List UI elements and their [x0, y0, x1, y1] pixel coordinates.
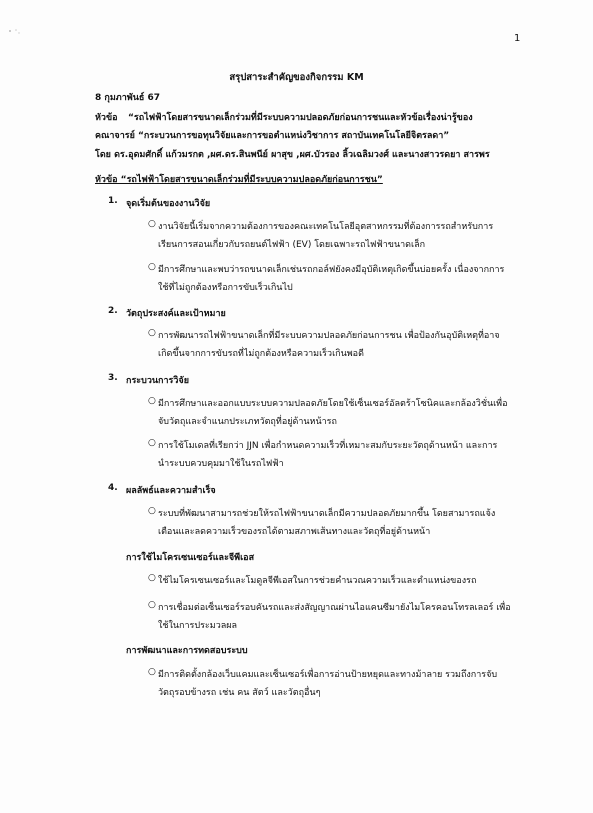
- bullet-circle-icon: ○: [148, 667, 156, 677]
- section-3-heading: กระบวนการวิจัย: [126, 376, 189, 386]
- bullet-line: ใช้ที่ไม่ถูกต้องหรือการขับเร็วเกินไป: [158, 283, 293, 293]
- bullet-line: ใช้ไมโครเซนเซอร์และโมดูลจีพีเอสในการช่วยคำนวณความเร็วและตำแหน่งของรถ: [158, 576, 477, 586]
- bullet-line: นำระบบควบคุมมาใช้ในรถไฟฟ้า: [158, 459, 284, 469]
- bullet-circle-icon: ○: [148, 219, 156, 229]
- bullet-line: เตือนและลดความเร็วของรถได้ตามสภาพเส้นทางและวัตถุที่อยู่ด้านหน้า: [158, 527, 431, 537]
- bullet-line: การเชื่อมต่อเซ็นเซอร์รอบคันรถและส่งสัญญาณผ่านไอแคนซีมายังไมโครคอนโทรลเลอร์ เพื่อ: [158, 603, 511, 613]
- topic-label: หัวข้อ: [95, 113, 118, 123]
- bullet-circle-icon: ○: [148, 262, 156, 272]
- subtopic-heading: หัวข้อ “รถไฟฟ้าโดยสารขนาดเล็กร่วมที่มีระบบความปลอดภัยก่อนการชน”: [95, 175, 383, 185]
- topic-line-2: คณาจารย์ “กระบวนการขอทุนวิจัยและการขอตำแหน่งวิชาการ สถาบันเทคโนโลยีจิตรลดา”: [95, 131, 450, 141]
- section-1-number: 1.: [108, 196, 118, 206]
- subsection-1-bullet-2: [148, 600, 511, 632]
- scan-speck-mark: [8, 28, 22, 36]
- bullet-line: มีการศึกษาและออกแบบระบบความปลอดภัยโดยใช้เซ็นเซอร์อัลตร้าโซนิคและกล้องวิชั่นเพื่อ: [158, 399, 508, 409]
- section-4-bullet-1: [148, 506, 496, 538]
- bullet-line: ใช้ในการประมวลผล: [158, 621, 238, 631]
- section-2-heading: วัตถุประสงค์และเป้าหมาย: [126, 309, 226, 319]
- subsection-2-bullet-1: [148, 667, 498, 699]
- bullet-line: การพัฒนารถไฟฟ้าขนาดเล็กที่มีระบบความปลอดภัยก่อนการชน เพื่อป้องกันอุบัติเหตุที่อาจ: [158, 331, 500, 341]
- section-3-bullet-2: [148, 438, 498, 470]
- authors-line: โดย ดร.อุดมศักดิ์ แก้วมรกต ,ผศ.ดร.สินพนีย์ ผาสุข ,ผศ.บัวรอง ลิ้วเฉลิมวงศ์ และนางสาวรดยา สารพร: [95, 150, 490, 160]
- bullet-circle-icon: ○: [148, 600, 156, 610]
- document-date: 8 กุมภาพันธ์ 67: [95, 93, 160, 103]
- document-title: สรุปสาระสำคัญของกิจกรรม KM: [229, 72, 364, 83]
- topic-line-1: “รถไฟฟ้าโดยสารขนาดเล็กร่วมที่มีระบบความปลอดภัยก่อนการชนและหัวข้อเรื่องน่ารู้ของ: [128, 113, 473, 123]
- subsection-2-heading: การพัฒนาและการทดสอบระบบ: [126, 646, 248, 656]
- bullet-line: จับวัตถุและจำแนกประเภทวัตถุที่อยู่ด้านหน้ารถ: [158, 417, 337, 427]
- section-1-heading: จุดเริ่มต้นของงานวิจัย: [126, 199, 211, 209]
- bullet-circle-icon: ○: [148, 506, 156, 516]
- section-3-bullet-1: [148, 396, 508, 428]
- bullet-line: ระบบที่พัฒนาสามารถช่วยให้รถไฟฟ้าขนาดเล็กมีความปลอดภัยมากขึ้น โดยสามารถแจ้ง: [158, 509, 496, 519]
- bullet-circle-icon: ○: [148, 396, 156, 406]
- section-2-number: 2.: [108, 306, 118, 316]
- section-3-number: 3.: [108, 373, 118, 383]
- bullet-line: เกิดขึ้นจากการขับรถที่ไม่ถูกต้องหรือความเร็วเกินพอดี: [158, 349, 364, 359]
- section-1-bullet-1: [148, 219, 494, 251]
- section-2-bullet-1: [148, 328, 500, 360]
- page-number: 1: [514, 33, 521, 44]
- section-1-bullet-2: [148, 262, 505, 294]
- bullet-line: มีการติดตั้งกล้องเว็บแคมและเซ็นเซอร์เพื่อการอ่านป้ายหยุดและทางม้าลาย รวมถึงการจับ: [158, 670, 498, 680]
- bullet-line: วัตถุรอบข้างรถ เช่น คน สัตว์ และวัตถุอื่นๆ: [158, 688, 321, 698]
- bullet-circle-icon: ○: [148, 328, 156, 338]
- bullet-line: การใช้โมเดลที่เรียกว่า JJN เพื่อกำหนดความเร็วที่เหมาะสมกับระยะวัตถุด้านหน้า และการ: [158, 441, 498, 451]
- subsection-1-heading: การใช้ไมโครเซนเซอร์และจีพีเอส: [126, 553, 255, 563]
- bullet-circle-icon: ○: [148, 573, 156, 583]
- bullet-line: มีการศึกษาและพบว่ารถขนาดเล็กเช่นรถกอล์ฟยังคงมีอุบัติเหตุเกิดขึ้นบ่อยครั้ง เนื่องจากการ: [158, 265, 505, 275]
- bullet-line: เรียนการสอนเกี่ยวกับรถยนต์ไฟฟ้า (EV) โดยเฉพาะรถไฟฟ้าขนาดเล็ก: [158, 240, 426, 250]
- section-4-number: 4.: [108, 483, 118, 493]
- subsection-1-bullet-1: [148, 573, 477, 587]
- bullet-line: งานวิจัยนี้เริ่มจากความต้องการของคณะเทคโนโลยีอุตสาหกรรมที่ต้องการรถสำหรับการ: [158, 222, 494, 232]
- section-4-heading: ผลลัพธ์และความสำเร็จ: [126, 486, 216, 496]
- bullet-circle-icon: ○: [148, 438, 156, 448]
